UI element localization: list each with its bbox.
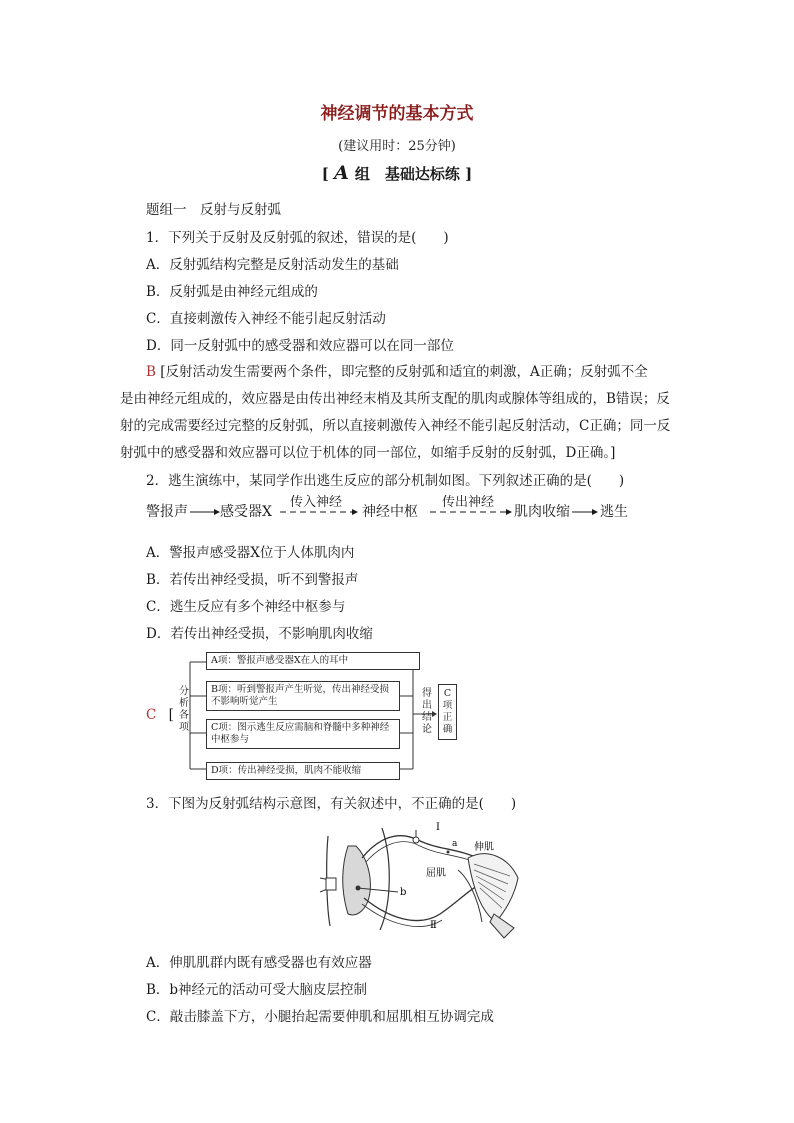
flow-item-a: A项：警报声感受器X在人的耳中 [206,652,420,670]
section-heading: 题组一 反射与反射弧 [146,202,281,218]
q2-answer-row: C [ [146,707,174,723]
flow-conclude-label: 得出结论 [422,688,432,735]
flow-item-d: D项：传出神经受损，肌肉不能收缩 [206,762,400,780]
suggested-time: (建议用时：25分钟) [338,139,456,154]
group-bracket-right: ] [465,165,473,183]
q1-explanation-line-4: 射弧中的感受器和效应器可以位于机体的同一部位，如缩手反射的反射弧，D正确。] [120,445,616,461]
chain-label-efferent: 传出神经 [442,495,495,510]
q2-option-a: A．警报声感受器X位于人体肌肉内 [146,545,355,561]
q3-option-b: B．b神经元的活动可受大脑皮层控制 [146,982,368,998]
q1-answer: B [146,364,156,380]
label-extensor: 伸肌 [474,842,494,853]
group-heading [0,162,794,184]
label-II: Ⅱ [430,920,437,931]
q1-option-d: D．同一反射弧中的感受器和效应器可以在同一部位 [146,338,454,354]
group-bracket-left: [ [321,165,329,183]
page-title: 神经调节的基本方式 [320,104,474,124]
q3-option-a: A．伸肌肌群内既有感受器也有效应器 [146,955,372,971]
group-label: 组 基础达标练 [354,165,460,183]
q2-stem: 2．逃生演练中，某同学作出逃生反应的部分机制如图。下列叙述正确的是( ) [146,473,625,489]
q3-reflex-arc-diagram [318,818,528,940]
q1-explanation-line-1: B [反射活动发生需要两个条件，即完整的反射弧和适宜的刺激，A正确；反射弧不全 [146,364,648,380]
q1-explanation-line-2: 是由神经元组成的，效应器是由传出神经末梢及其所支配的肌肉或腺体等组成的，B错误；反 [120,391,670,407]
chain-node-muscle: 肌肉收缩 [514,504,570,520]
q1-option-b: B．反射弧是由神经元组成的 [146,284,318,300]
flow-item-b: B项：听到警报声产生听觉，传出神经受损不影响听觉产生 [206,681,400,711]
label-b: b [400,887,407,898]
q1-stem: 1．下列关于反射及反射弧的叙述，错误的是( ) [146,230,449,246]
q3-option-c: C．敲击膝盖下方，小腿抬起需要伸肌和屈肌相互协调完成 [146,1009,494,1025]
flow-analyze-label: 分析各项 [179,686,189,733]
q1-option-a: A．反射弧结构完整是反射活动发生的基础 [146,257,399,273]
chain-node-escape: 逃生 [600,504,628,520]
flow-conclusion: C项正确 [438,684,457,740]
q1-option-c: C．直接刺激传入神经不能引起反射活动 [146,311,386,327]
q2-mechanism-chain [140,486,660,526]
chain-node-alarm: 警报声 [146,504,188,520]
chain-label-afferent: 传入神经 [290,495,343,510]
q2-option-c: C．逃生反应有多个神经中枢参与 [146,599,346,615]
chain-node-center: 神经中枢 [362,504,418,520]
chain-node-receptor: 感受器X [220,504,272,520]
q2-answer: C [146,707,157,723]
group-letter: A [334,162,349,184]
label-a: a [452,839,458,849]
label-flexor: 屈肌 [426,868,446,879]
q1-explanation-line-3: 射的完成需要经过完整的反射弧，所以直接刺激传入神经不能引起反射活动，C正确；同一反 [120,418,671,434]
q2-option-b: B．若传出神经受损，听不到警报声 [146,572,359,588]
q2-option-d: D．若传出神经受损，不影响肌肉收缩 [146,626,373,642]
flow-item-c: C项：图示逃生反应需脑和脊髓中多种神经中枢参与 [206,719,400,749]
label-I: Ⅰ [436,822,440,833]
q3-stem: 3．下图为反射弧结构示意图，有关叙述中，不正确的是( ) [146,796,517,812]
